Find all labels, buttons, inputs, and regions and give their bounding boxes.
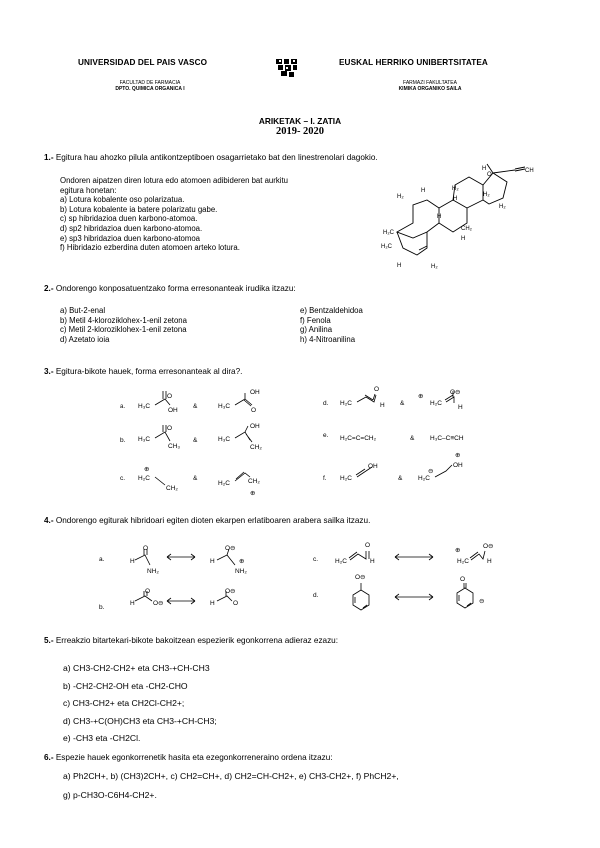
question-3: 3.- Egitura-bikote hauek, forma erresonanteak al dira?. [44, 367, 243, 376]
svg-text:H₂C: H₂C [418, 475, 430, 482]
svg-text:⊕: ⊕ [418, 393, 424, 400]
svg-text:⊕: ⊕ [455, 452, 461, 459]
svg-text:⊖: ⊖ [428, 468, 434, 475]
university-title-es: UNIVERSIDAD DEL PAIS VASCO [78, 58, 208, 67]
svg-text:H₂: H₂ [483, 192, 490, 198]
svg-text:O: O [233, 600, 239, 607]
svg-text:O: O [374, 386, 380, 393]
svg-text:H₂C: H₂C [381, 244, 392, 250]
svg-text:H: H [487, 558, 492, 565]
svg-text:O: O [251, 407, 257, 414]
svg-text:O⊖: O⊖ [225, 588, 236, 595]
svg-text:b.: b. [120, 437, 126, 444]
svg-text:H₃C: H₃C [218, 436, 231, 443]
svg-text:a.: a. [120, 404, 126, 410]
academic-year: 2019- 2020 [275, 126, 325, 137]
svg-text:f.: f. [323, 475, 327, 482]
svg-text:H: H [482, 166, 487, 172]
svg-text:OH: OH [368, 463, 378, 470]
svg-text:O⊖: O⊖ [153, 600, 164, 607]
svg-text:O⊖: O⊖ [355, 574, 366, 581]
svg-text:H₂: H₂ [397, 194, 404, 200]
svg-text:&: & [400, 400, 405, 407]
svg-text:H: H [437, 214, 442, 220]
svg-text:H₃C: H₃C [218, 403, 231, 410]
q4-structure-pairs [95, 535, 535, 630]
svg-text:⊕: ⊕ [239, 558, 245, 565]
svg-text:H₃C–C≡CH: H₃C–C≡CH [430, 435, 464, 442]
svg-text:H: H [380, 402, 385, 409]
svg-text:CH₂: CH₂ [248, 478, 260, 485]
q6-list: a) Ph2CH+, b) (CH3)2CH+, c) CH2=CH+, d) CH2=CH-CH2+, e) CH3-CH2+, f) PhCH2+, g) p-CH3O-C6H4-CH2+. [63, 771, 399, 800]
svg-text:⊖: ⊖ [479, 598, 485, 605]
svg-text:CH: CH [525, 168, 534, 174]
question-4: 4.- Ondorengo egiturak hibridoari egiten dioten ekarpen erlatiboaren arabera sailka itzazu. [44, 516, 371, 525]
svg-text:O: O [460, 576, 466, 583]
svg-text:OH: OH [250, 389, 260, 396]
svg-text:H₃C: H₃C [138, 403, 151, 410]
question-1: 1.- Egitura hau ahozko pilula antikontzeptiboen osagarrietako bat den linestrenolari dagokio. [44, 153, 378, 162]
svg-text:H: H [458, 404, 463, 411]
svg-text:&: & [193, 437, 198, 444]
q3-structure-pairs [110, 385, 550, 500]
svg-text:c.: c. [120, 475, 126, 482]
svg-text:c.: c. [313, 556, 319, 563]
svg-text:H: H [210, 558, 215, 565]
svg-text:&: & [193, 403, 198, 410]
svg-text:H₂: H₂ [431, 264, 438, 270]
svg-text:H: H [397, 263, 402, 269]
svg-text:H: H [421, 188, 426, 194]
svg-text:H₂C: H₂C [430, 400, 442, 407]
svg-text:⊕: ⊕ [455, 547, 461, 554]
svg-text:d.: d. [323, 400, 329, 407]
svg-text:b.: b. [99, 604, 105, 611]
svg-text:&: & [410, 435, 415, 442]
svg-text:NH₂: NH₂ [235, 568, 247, 575]
svg-text:CH₂: CH₂ [166, 485, 178, 492]
question-5: 5.- Erreakzio bitartekari-bikote bakoitzean espezierik egonkorrena adieraz ezazu: [44, 636, 339, 645]
svg-text:O⊖: O⊖ [225, 545, 236, 552]
question-2: 2.- Ondorengo konposatuentzako forma erresonanteak irudika itzazu: [44, 284, 296, 293]
document-title: ARIKETAK – I. ZATIA [258, 116, 342, 126]
svg-text:e.: e. [323, 432, 329, 439]
faculty-eu: FARMAZI FAKULTATEA KIMIKA ORGANIKO SAILA [398, 80, 462, 92]
svg-text:&: & [398, 475, 403, 482]
svg-text:a.: a. [99, 556, 105, 563]
svg-text:O: O [365, 542, 371, 549]
svg-text:O: O [167, 425, 173, 432]
svg-text:⊕: ⊕ [250, 490, 256, 497]
linestrenol-structure [375, 160, 535, 275]
svg-text:H₂C: H₂C [335, 558, 347, 565]
svg-text:CH₃: CH₃ [168, 443, 181, 450]
svg-text:H₂: H₂ [499, 204, 506, 210]
q1-list: Ondoren aipatzen diren lotura edo atomoen adibideren bat aurkitu egitura honetan: a) Lotura kobalente oso polarizatua. b) Lotura kobalente ia batere polarizatu gabe. c) sp hibridazioa duen karbono-atomoa. d) sp2 hibridazioa duen karbono-atomoa. e) sp3 hibridazioa duen karbono-atomoa f) Hibridazio ezberdina duten atomoen arteko lotura. [60, 176, 288, 253]
q2-list-right: e) Bentzaldehidoa f) Fenola g) Anilina h) 4-Nitroanilina [300, 306, 363, 344]
svg-text:O: O [167, 393, 173, 400]
university-logo [274, 57, 300, 79]
svg-text:NH₂: NH₂ [147, 568, 159, 575]
svg-text:H: H [130, 558, 135, 565]
svg-text:O⊖: O⊖ [483, 543, 494, 550]
svg-text:H₂C=C=CH₂: H₂C=C=CH₂ [340, 435, 377, 442]
svg-text:H: H [461, 236, 466, 242]
svg-text:H₂C: H₂C [340, 400, 352, 407]
faculty-es: FACULTAD DE FARMACIA DPTO. QUIMICA ORGANICA I [115, 80, 185, 92]
svg-text:O⊖: O⊖ [450, 389, 461, 396]
svg-text:H: H [370, 558, 375, 565]
svg-text:H₂: H₂ [452, 186, 459, 192]
q2-list-left: a) But-2-enal b) Metil 4-klorozikloheх-1-enil zetona c) Metil 2-klorozikloheх-1-enil zetona d) Azetato ioia [60, 306, 187, 344]
q5-list: a) CH3-CH2-CH2+ eta CH3-+CH-CH3 b) -CH2-CH2-OH eta -CH2-CHO c) CH3-CH2+ eta CH2Cl-CH2+; d) CH3-+C(OH)CH3 eta CH3-+CH-CH3; e) -CH3 eta -CH2Cl. [63, 663, 217, 744]
svg-text:H₂C: H₂C [457, 558, 469, 565]
svg-text:H₂C: H₂C [340, 475, 352, 482]
question-6: 6.- Espezie hauek egonkorrenetik hasita eta ezegonkorreneraino ordena itzazu: [44, 753, 333, 762]
svg-text:H₂C: H₂C [218, 480, 230, 487]
svg-text:O: O [145, 588, 151, 595]
svg-text:⊕: ⊕ [144, 466, 150, 473]
svg-text:CH₂: CH₂ [250, 444, 262, 451]
svg-text:OH: OH [168, 407, 178, 414]
svg-text:H: H [453, 196, 458, 202]
svg-text:O: O [143, 545, 149, 552]
svg-text:&: & [193, 475, 198, 482]
svg-text:H₃C: H₃C [138, 436, 151, 443]
svg-text:H₂C: H₂C [138, 475, 150, 482]
svg-text:OH: OH [250, 423, 260, 430]
svg-text:H: H [130, 600, 135, 607]
svg-text:H: H [210, 600, 215, 607]
svg-text:OH: OH [453, 462, 463, 469]
svg-text:O: O [487, 172, 492, 178]
svg-text:H₂C: H₂C [383, 230, 394, 236]
svg-text:CH₂: CH₂ [461, 226, 472, 232]
university-title-eu: EUSKAL HERRIKO UNIBERTSITATEA [339, 58, 488, 67]
svg-text:d.: d. [313, 592, 319, 599]
